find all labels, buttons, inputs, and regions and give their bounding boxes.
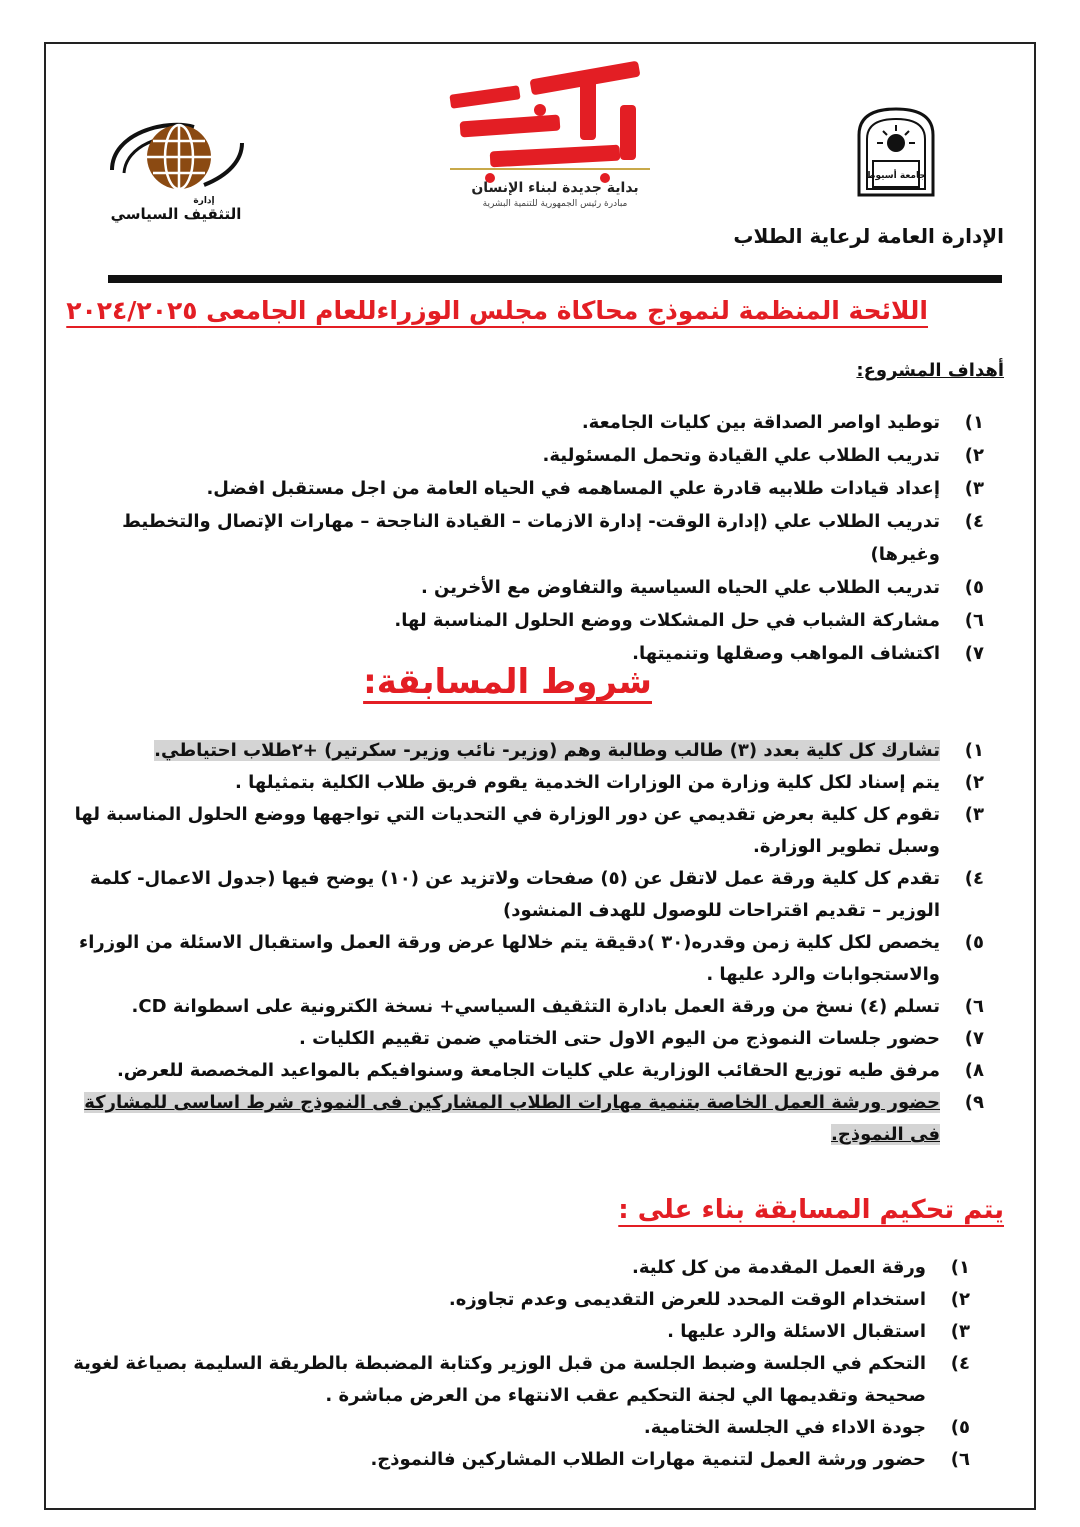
list-item: ٥) تدريب الطلاب علي الحياه السياسية والتفاوض مع الأخرين .: [420, 577, 984, 598]
list-item: ٣) استقبال الاسئلة والرد عليها .: [667, 1321, 970, 1342]
department-name: الإدارة العامة لرعاية الطلاب: [733, 224, 1004, 248]
list-item: ٥) جودة الاداء في الجلسة الختامية.: [643, 1417, 970, 1438]
list-item: ٧) حضور جلسات النموذج من اليوم الاول حتى الختامي ضمن تقييم الكليات .: [299, 1028, 984, 1049]
page-title: اللائحة المنظمة لنموذج محاكاة مجلس الوزراءللعام الجامعى ٢٠٢٤/٢٠٢٥: [66, 296, 928, 325]
list-item: ٣) إعداد قيادات طلابيه قادرة علي المساهمه في الحياه العامة من اجل مستقبل افضل.: [206, 478, 984, 499]
logo-caption-top: إدارة: [193, 196, 215, 206]
judging-heading: يتم تحكيم المسابقة بناء على :: [618, 1195, 1004, 1225]
conditions-list: [64, 735, 984, 1151]
conditions-heading: شروط المسابقة:: [363, 662, 652, 702]
list-item: ١) توطيد اواصر الصداقة بين كليات الجامعة.: [581, 412, 984, 433]
list-item: ٢) استخدام الوقت المحدد للعرض التقديمى وعدم تجاوزه.: [448, 1289, 970, 1310]
list-item: ٤) تقدم كل كلية ورقة عمل لاتقل عن (٥) صفحات ولاتزيد عن (١٠) يوضح فيها (جدول الاعمال- كلمة الوزير – تقديم اقتراحات للوصول للهدف المنشود): [90, 868, 984, 921]
list-item: ٦) مشاركة الشباب في حل المشكلات ووضع الحلول المناسبة لها.: [394, 610, 984, 631]
list-item: ٩) حضور ورشة العمل الخاصة بتنمية مهارات الطلاب المشاركين فى النموذج شرط اساسى للمشاركة فى النموذج.: [84, 1092, 984, 1145]
list-item: ١) ورقة العمل المقدمة من كل كلية.: [631, 1257, 970, 1278]
initiative-subtitle: مبادرة رئيس الجمهورية للتنمية البشرية: [482, 199, 628, 209]
list-item: ٣) تقوم كل كلية بعرض تقديمي عن دور الوزارة في التحديات التي تواجهها ووضع الحلول المناسبة لها وسبل تطوير الوزارة.: [74, 804, 984, 857]
initiative-calligraphy-mark: [449, 61, 640, 183]
list-item: ٦) تسلم (٤) نسخ من ورقة العمل بادارة التثقيف السياسي+ نسخة الكترونية على اسطوانة CD.: [131, 996, 984, 1017]
goals-list: [84, 406, 984, 670]
list-item: ٤) تدريب الطلاب علي (إدارة الوقت- إدارة الازمات – القيادة الناجحة – مهارات الإتصال والتخطيط وغيرها): [122, 511, 984, 565]
list-item: ٤) التحكم في الجلسة وضبط الجلسة من قبل الوزير وكتابة المضبطة بالطريقة السليمة بصياغة لغوية صحيحة وتقديمها الي لجنة التحكيم عقب الانتهاء من العرض مباشرة .: [73, 1353, 970, 1406]
list-item: ٦) حضور ورشة العمل لتنمية مهارات الطلاب المشاركين فالنموذج.: [370, 1449, 970, 1470]
initiative-tagline: بداية جديدة لبناء الإنسان: [471, 180, 639, 196]
list-item: ٧) اكتشاف المواهب وصقلها وتنميتها.: [632, 643, 984, 664]
judging-list: [60, 1252, 970, 1476]
university-emblem-caption: جامعة أسيوط: [866, 171, 926, 181]
initiative-logo: [430, 60, 680, 210]
logo-caption-bottom: التثقيف السياسي: [110, 205, 242, 223]
list-item: ٢) يتم إسناد لكل كلية وزارة من الوزارات الخدمية يقوم فريق طلاب الكلية بتمثيلها .: [235, 772, 984, 793]
university-emblem: [855, 105, 937, 197]
list-item: ٨) مرفق طيه توزيع الحقائب الوزارية علي كليات الجامعة وسنوافيكم بالمواعيد المخصصة للعرض.: [116, 1060, 984, 1081]
list-item: ٢) تدريب الطلاب علي القيادة وتحمل المسئولية.: [542, 445, 984, 466]
political-education-logo: [104, 115, 249, 225]
goals-heading: أهداف المشروع:: [856, 360, 1004, 381]
header-divider: [108, 275, 1002, 283]
sun-icon: [887, 134, 905, 152]
list-item: ٥) يخصص لكل كلية زمن وقدره(٣٠ )دقيقة يتم خلالها عرض ورقة العمل واستقبال الاسئلة من الوزراء والاستجوابات والرد عليها .: [79, 932, 984, 985]
list-item: ١) تشارك كل كلية بعدد (٣) طالب وطالبة وهم (وزير- نائب وزير- سكرتير) +٢طلاب احتياطي.: [154, 740, 984, 761]
